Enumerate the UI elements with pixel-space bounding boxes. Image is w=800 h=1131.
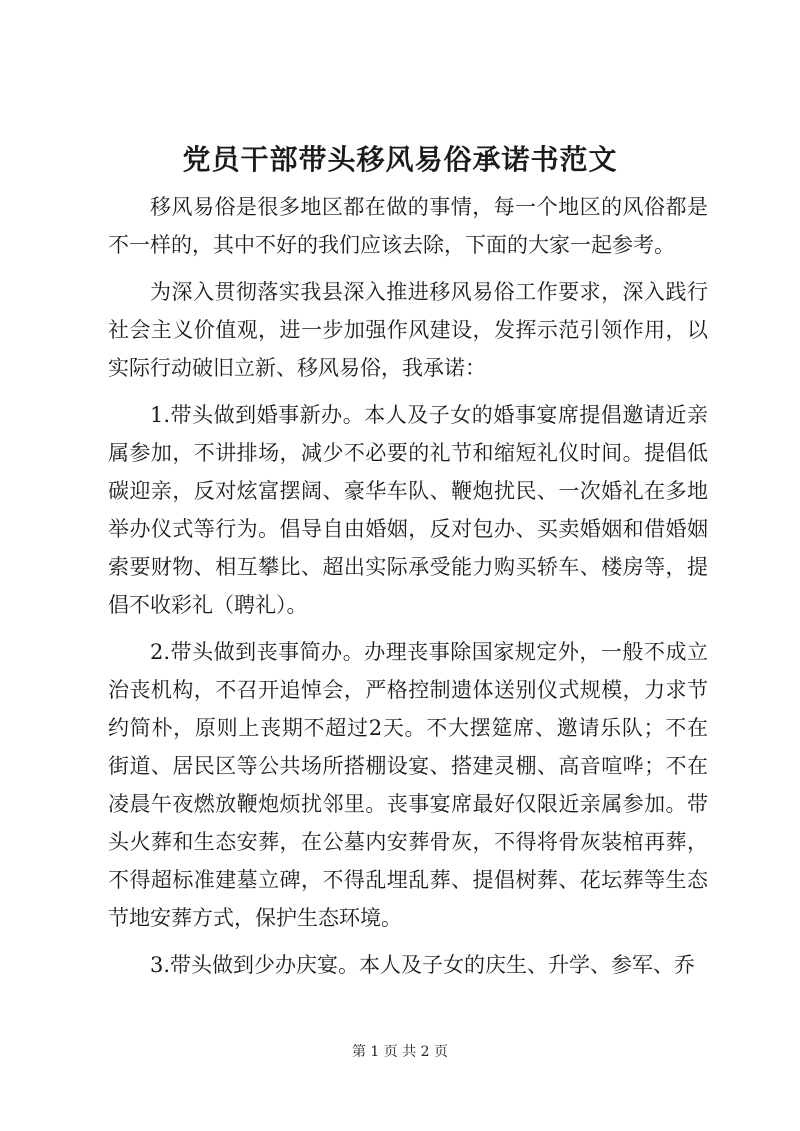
page-footer: 第 1 页 共 2 页 xyxy=(351,1044,449,1060)
paragraph-pledge-preamble: 为深入贯彻落实我县深入推进移风易俗工作要求，深入践行社会主义价值观，进一步加强作风建设，发挥示范引领作用，以实际行动破旧立新、移风易俗，我承诺： xyxy=(108,280,708,380)
paragraph-intro: 移风易俗是很多地区都在做的事情，每一个地区的风俗都是不一样的，其中不好的我们应该去除，下面的大家一起参考。 xyxy=(108,195,708,257)
document-body xyxy=(108,188,708,993)
paragraph-item-2-funeral: 2.带头做到丧事简办。办理丧事除国家规定外，一般不成立治丧机构，不召开追悼会，严格控制遗体送别仪式规模，力求节约简朴，原则上丧期不超过2天。不大摆筵席、邀请乐队；不在街道、居民区等公共场所搭棚设宴、搭建灵棚、高音喧哗；不在凌晨午夜燃放鞭炮烦扰邻里。丧事宴席最好仅限近亲属参加。带头火葬和生态安葬，在公墓内安葬骨灰，不得将骨灰装棺再葬，不得超标准建墓立碑，不得乱埋乱葬、提倡树葬、花坛葬等生态节地安葬方式，保护生态环境。 xyxy=(108,640,708,930)
paragraph-item-1-wedding: 1.带头做到婚事新办。本人及子女的婚事宴席提倡邀请近亲属参加，不讲排场，减少不必要的礼节和缩短礼仪时间。提倡低碳迎亲，反对炫富摆阔、豪华车队、鞭炮扰民、一次婚礼在多地举办仪式等行为。倡导自由婚姻，反对包办、买卖婚姻和借婚姻索要财物、相互攀比、超出实际承受能力购买轿车、楼房等，提倡不收彩礼（聘礼）。 xyxy=(108,403,708,617)
paragraph-item-3-celebration: 3.带头做到少办庆宴。本人及子女的庆生、升学、参军、乔 xyxy=(150,953,696,977)
document-title: 党员干部带头移风易俗承诺书范文 xyxy=(182,143,618,176)
